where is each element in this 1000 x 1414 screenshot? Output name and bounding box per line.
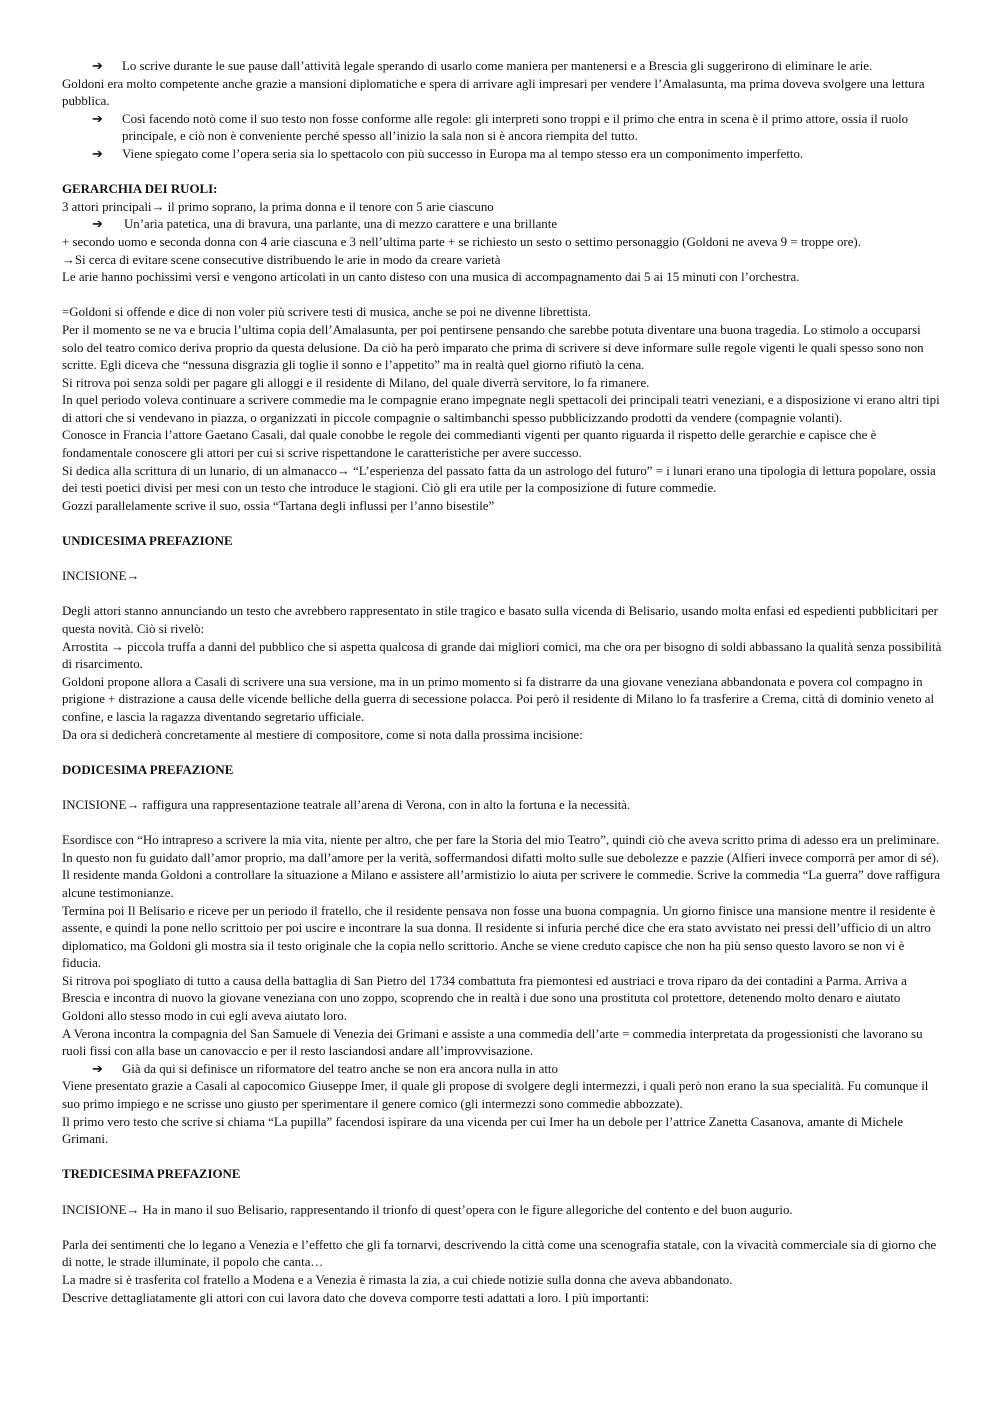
paragraph: Termina poi Il Belisario e riceve per un periodo il fratello, che il residente pensava non fosse una buona compagnia. Un giorno finisce una mansione mentre il residente è assente, e quindi la pone nello scrittoio per poi uscire e incontrare la sua donna. Il residente si infuria perché dice che era stato avvistato nei pressi dell’ufficio di un altro diplomatico, ma Goldoni gli mostra sia il testo originale che la copia nello scrittorio. Anche se viene creduto capisce che non ha più senso questo lavoro se non vi è fiducia. bbox=[62, 903, 936, 971]
paragraph: Gozzi parallelamente scrive il suo, ossia “Tartana degli influssi per l’anno bisestile” bbox=[62, 498, 495, 513]
bullet-item bbox=[62, 111, 942, 146]
section-heading: DODICESIMA PREFAZIONE bbox=[62, 762, 234, 777]
paragraph: Il primo vero testo che scrive si chiama “La pupilla” facendosi ispirare da una vicenda per cui Imer ha un debole per l’attrice Zanetta Casanova, amante di Michele Grimani. bbox=[62, 1114, 904, 1147]
paragraph: →Si cerca di evitare scene consecutive distribuendo le arie in modo da creare varietà bbox=[62, 252, 501, 267]
arrow-bullet-icon: ➔ bbox=[92, 111, 103, 126]
paragraph: Le arie hanno pochissimi versi e vengono articolati in un canto disteso con una musica di accompagnamento dai 5 ai 15 minuti con l’orchestra. bbox=[62, 270, 800, 285]
incision-label: INCISIONE→ Ha in mano il suo Belisario, rappresentando il trionfo di quest’opera con le figure allegoriche del contento e del buon augurio. bbox=[62, 1202, 793, 1217]
paragraph: La madre si è trasferita col fratello a Modena e a Venezia è rimasta la zia, a cui chiede notizie sulla donna che aveva abbandonato. bbox=[62, 1272, 733, 1287]
paragraph: Si ritrova poi senza soldi per pagare gli alloggi e il residente di Milano, del quale diverrà servitore, lo fa rimanere. bbox=[62, 375, 650, 390]
arrow-bullet-icon: ➔ bbox=[92, 59, 103, 73]
paragraph: Per il momento se ne va e brucia l’ultima copia dell’Amalasunta, per poi pentirsene pensando che sarebbe potuta diventare una buona tragedia. Lo stimolo a occuparsi solo del teatro comico deriva proprio da questa delusione. Da ciò ha però imparato che prima di scrivere si deve informare sulle regole vigenti le quali spesso sono non scritte. Egli diceva che “nessuna disgrazia gli toglie il sonno e l’appetito” ma in realtà quel giorno rifiutò la cena. bbox=[62, 322, 924, 373]
incision-label: INCISIONE→ bbox=[62, 569, 140, 584]
paragraph: Si dedica alla scrittura di un lunario, di un almanacco→ “L’esperienza del passato fatta da un astrologo del futuro” = i lunari erano una tipologia di lettura popolare, ossia dei testi poetici divisi per mesi con un testo che introduce le stagioni. Ciò gli era utile per la composizione di future commedie. bbox=[62, 463, 936, 496]
paragraph: Già da qui si definisce un riformatore del teatro anche se non era ancora nulla in atto bbox=[122, 1061, 558, 1076]
paragraph: Lo scrive durante le sue pause dall’attività legale sperando di usarlo come maniera per mantenersi e a Brescia gli suggerirono di eliminare le arie. bbox=[122, 59, 873, 73]
bullet-item bbox=[62, 216, 942, 234]
bullet-item bbox=[62, 58, 942, 76]
incision-label: INCISIONE→ raffigura una rappresentazione teatrale all’arena di Verona, con in alto la fortuna e la necessità. bbox=[62, 797, 631, 812]
paragraph: Così facendo notò come il suo testo non fosse conforme alle regole: gli interpreti sono troppi e il primo che entra in scena è il primo attore, ossia il ruolo principale, e ciò non è conveniente perché spesso all’inizio la sala non si è ancora riempita del tutto. bbox=[122, 111, 909, 144]
paragraph: Conosce in Francia l’attore Gaetano Casali, dal quale conobbe le regole dei commedianti vigenti per quanto riguarda il rispetto delle gerarchie e capisce che è fondamentale conoscere gli attori per cui si scrive rispettandone le caratteristiche per avere successo. bbox=[62, 428, 877, 461]
paragraph: Il residente manda Goldoni a controllare la situazione a Milano e assistere all’armistizio lo aiuta per scrivere le commedie. Scrive la commedia “La guerra” dove raffigura alcune testimonianze. bbox=[62, 868, 941, 900]
paragraph: Viene presentato grazie a Casali al capocomico Giuseppe Imer, il quale gli propose di svolgere degli intermezzi, i quali però non erano la sua specialità. Fu comunque il suo primo impiego e ne scrisse uno giusto per sperimentare il genere comico (gli intermezzi sono commedie abbozzate). bbox=[62, 1079, 929, 1112]
paragraph: Goldoni era molto competente anche grazie a mansioni diplomatiche e spera di arrivare agli impresari per vendere l’Amalasunta, ma prima doveva svolgere una lettura pubblica. bbox=[62, 76, 925, 109]
paragraph: Goldoni propone allora a Casali di scrivere una sua versione, ma in un primo momento si fa distrarre da una giovane veneziana abbandonata e povera col compagno in prigione + distrazione a causa delle vicende belliche della guerra di secessione polacca. Poi però il residente di Milano lo fa trasferire a Crema, città di dominio veneto al confine, e lascia la ragazza diventando segretario ufficiale. bbox=[62, 674, 935, 724]
arrow-bullet-icon: ➔ bbox=[92, 1061, 103, 1076]
paragraph: Un’aria patetica, una di bravura, una parlante, una di mezzo carattere e una brillante bbox=[124, 217, 558, 232]
paragraph: Parla dei sentimenti che lo legano a Venezia e l’effetto che gli fa tornarvi, descrivendo la città come una scenografia statale, con la vivacità commerciale sia di giorno che di notte, le strade illuminate, il popolo che canta… bbox=[62, 1237, 937, 1270]
paragraph: Arrostita → piccola truffa a danni del pubblico che si aspetta qualcosa di grande dai migliori comici, ma che ora per bisogno di soldi abbassano la qualità senza possibilità di risarcimento. bbox=[62, 639, 942, 672]
paragraph: + secondo uomo e seconda donna con 4 arie ciascuna e 3 nell’ultima parte + se richiesto un sesto o settimo personaggio (Goldoni ne aveva 9 = troppe ore). bbox=[62, 234, 861, 249]
section-heading: TREDICESIMA PREFAZIONE bbox=[62, 1167, 241, 1182]
paragraph: In quel periodo voleva continuare a scrivere commedie ma le compagnie erano impegnate negli spettacoli dei principali teatri veneziani, e a disposizione vi erano altri tipi di attori che si vendevano in piazza, o organizzati in piccole compagnie o saltimbanchi spesso pubblicizzando prodotti da vendere (compagnie volanti). bbox=[62, 393, 940, 425]
paragraph: Da ora si dedicherà concretamente al mestiere di compositore, come si nota dalla prossima incisione: bbox=[62, 727, 583, 742]
paragraph: Esordisce con “Ho intrapreso a scrivere la mia vita, niente per altro, che per fare la Storia del mio Teatro”, quindi ciò che aveva scritto prima di adesso era un preliminare. In questo non fu guidato dall’amor proprio, ma dall’amore per la verità, soffermandosi difatti molto sulle sue debolezze e pazzie (Alfieri invece comporrà per amor di sé). bbox=[62, 833, 940, 865]
paragraph: =Goldoni si offende e dice di non voler più scrivere testi di musica, anche se poi ne divenne librettista. bbox=[62, 305, 591, 320]
paragraph: Descrive dettagliatamente gli attori con cui lavora dato che doveva comporre testi adattati a loro. I più importanti: bbox=[62, 1290, 650, 1305]
paragraph: A Verona incontra la compagnia del San Samuele di Venezia dei Grimani e assiste a una commedia dell’arte = commedia interpretata da progessionisti che lavorano su ruoli fissi con alla base un canovaccio e per il resto lasciandosi andare all’improvvisazione. bbox=[62, 1026, 923, 1059]
section-heading: UNDICESIMA PREFAZIONE bbox=[62, 534, 233, 549]
paragraph: Viene spiegato come l’opera seria sia lo spettacolo con più successo in Europa ma al tempo stesso era un componimento imperfetto. bbox=[122, 146, 804, 161]
bullet-item bbox=[62, 1061, 942, 1079]
section-heading: GERARCHIA DEI RUOLI: bbox=[62, 182, 218, 197]
paragraph: Degli attori stanno annunciando un testo che avrebbero rappresentato in stile tragico e basato sulla vicenda di Belisario, usando molta enfasi ed espedienti pubblicitari per questa novità. Ciò si rivelò: bbox=[62, 604, 938, 636]
arrow-bullet-icon: ➔ bbox=[92, 146, 103, 161]
paragraph: 3 attori principali→ il primo soprano, la prima donna e il tenore con 5 arie ciascuno bbox=[62, 199, 494, 214]
arrow-bullet-icon: ➔ bbox=[92, 217, 103, 232]
bullet-item bbox=[62, 146, 942, 164]
paragraph: Si ritrova poi spogliato di tutto a causa della battaglia di San Pietro del 1734 combattuta fra piemontesi ed austriaci e trova riparo da dei contadini a Parma. Arriva a Brescia e incontra di nuovo la giovane veneziana con uno zoppo, scoprendo che in realtà i due sono una prostituta col protettore, detenendo molto denaro e aiutato Goldoni allo stesso modo in cui egli aveva aiutato loro. bbox=[62, 973, 907, 1024]
